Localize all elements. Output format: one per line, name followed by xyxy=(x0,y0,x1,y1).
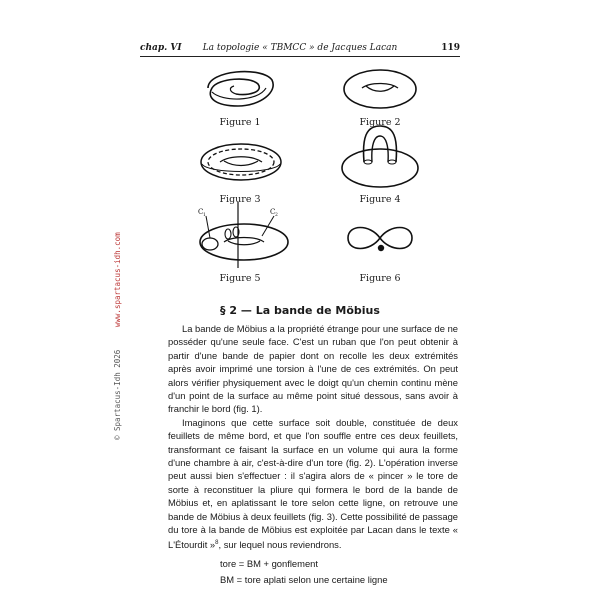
paragraph-2 xyxy=(168,416,458,551)
figure-3-caption: Figure 3 xyxy=(219,194,261,205)
figure-3-flattened-torus xyxy=(198,140,284,184)
paragraph-1: La bande de Möbius a la propriété étrange pour une surface de ne posséder qu'une seule face. C'est un ruban que l'on peut obtenir à partir d'une bande de papier dont on recolle les deux extrémités après avoir imprimé une torsion à l'une de ces extrémités. On peut alors vérifier physiquement avec le doigt qu'un chemin continu mène d'un point de la surface au même point situé dessous, sans avoir à franchir le bord (fig. 1). xyxy=(168,323,458,415)
running-title: La topologie « TBMCC » de Jacques Lacan xyxy=(202,43,398,53)
website-url[interactable]: www.spartacus-idh.com xyxy=(113,232,122,328)
formula-mobius: BM = tore aplati selon une certaine ligne xyxy=(220,574,388,585)
figure-1-caption: Figure 1 xyxy=(219,117,261,128)
copyright-notice: © Spartacus-Idh 2026 xyxy=(113,349,122,440)
paragraph-2-end: , sur lequel nous reviendrons. xyxy=(218,538,342,550)
footnote-ref-8[interactable]: 8 xyxy=(215,539,219,546)
side-credit xyxy=(113,232,122,440)
label-c1: C xyxy=(198,208,204,216)
label-c2: C xyxy=(270,208,276,216)
figure-6-figure-eight xyxy=(340,220,420,260)
figure-4-torus-handle xyxy=(338,120,422,190)
label-c1-subscript: 1 xyxy=(203,213,206,218)
figure-2-torus xyxy=(340,66,420,112)
page-number: 119 xyxy=(441,43,460,53)
paragraph-2-text: Imaginons que cette surface soit double, constituée de deux feuillets de même bord, et que l'on souffle entre ces deux feuillets, transformant ce faisant la surface en un volume qui aura la forme d'une chambre à air, c'est-à-dire d'un tore (fig. 2). L'opération inverse peut aussi bien s'effectuer : il s'agira alors de « pincer » le tore de sorte à reconstituer la pliure qui formera le bord de la bande de Möbius et, en aplatissant le tore selon cette ligne, on retrouve une bande de Möbius à deux feuillets (fig. 3). Cette possibilité de passage du tore à la bande de Möbius est exploitée par Lacan dans le texte « L'Étourdit » xyxy=(168,416,458,550)
formula-torus: tore = BM + gonflement xyxy=(220,558,318,569)
label-c2-subscript: 2 xyxy=(275,213,278,218)
figure-1-mobius-band xyxy=(200,62,280,112)
running-header xyxy=(140,42,460,57)
figure-6-caption: Figure 6 xyxy=(359,273,401,284)
body-text xyxy=(168,322,458,551)
figure-4-caption: Figure 4 xyxy=(359,194,401,205)
figure-5-torus-loops xyxy=(190,200,300,272)
section-title: § 2 — La bande de Möbius xyxy=(220,304,380,317)
chapter-label: chap. VI xyxy=(140,43,182,53)
figure-5-caption: Figure 5 xyxy=(219,273,261,284)
figure-2-caption: Figure 2 xyxy=(359,117,401,128)
